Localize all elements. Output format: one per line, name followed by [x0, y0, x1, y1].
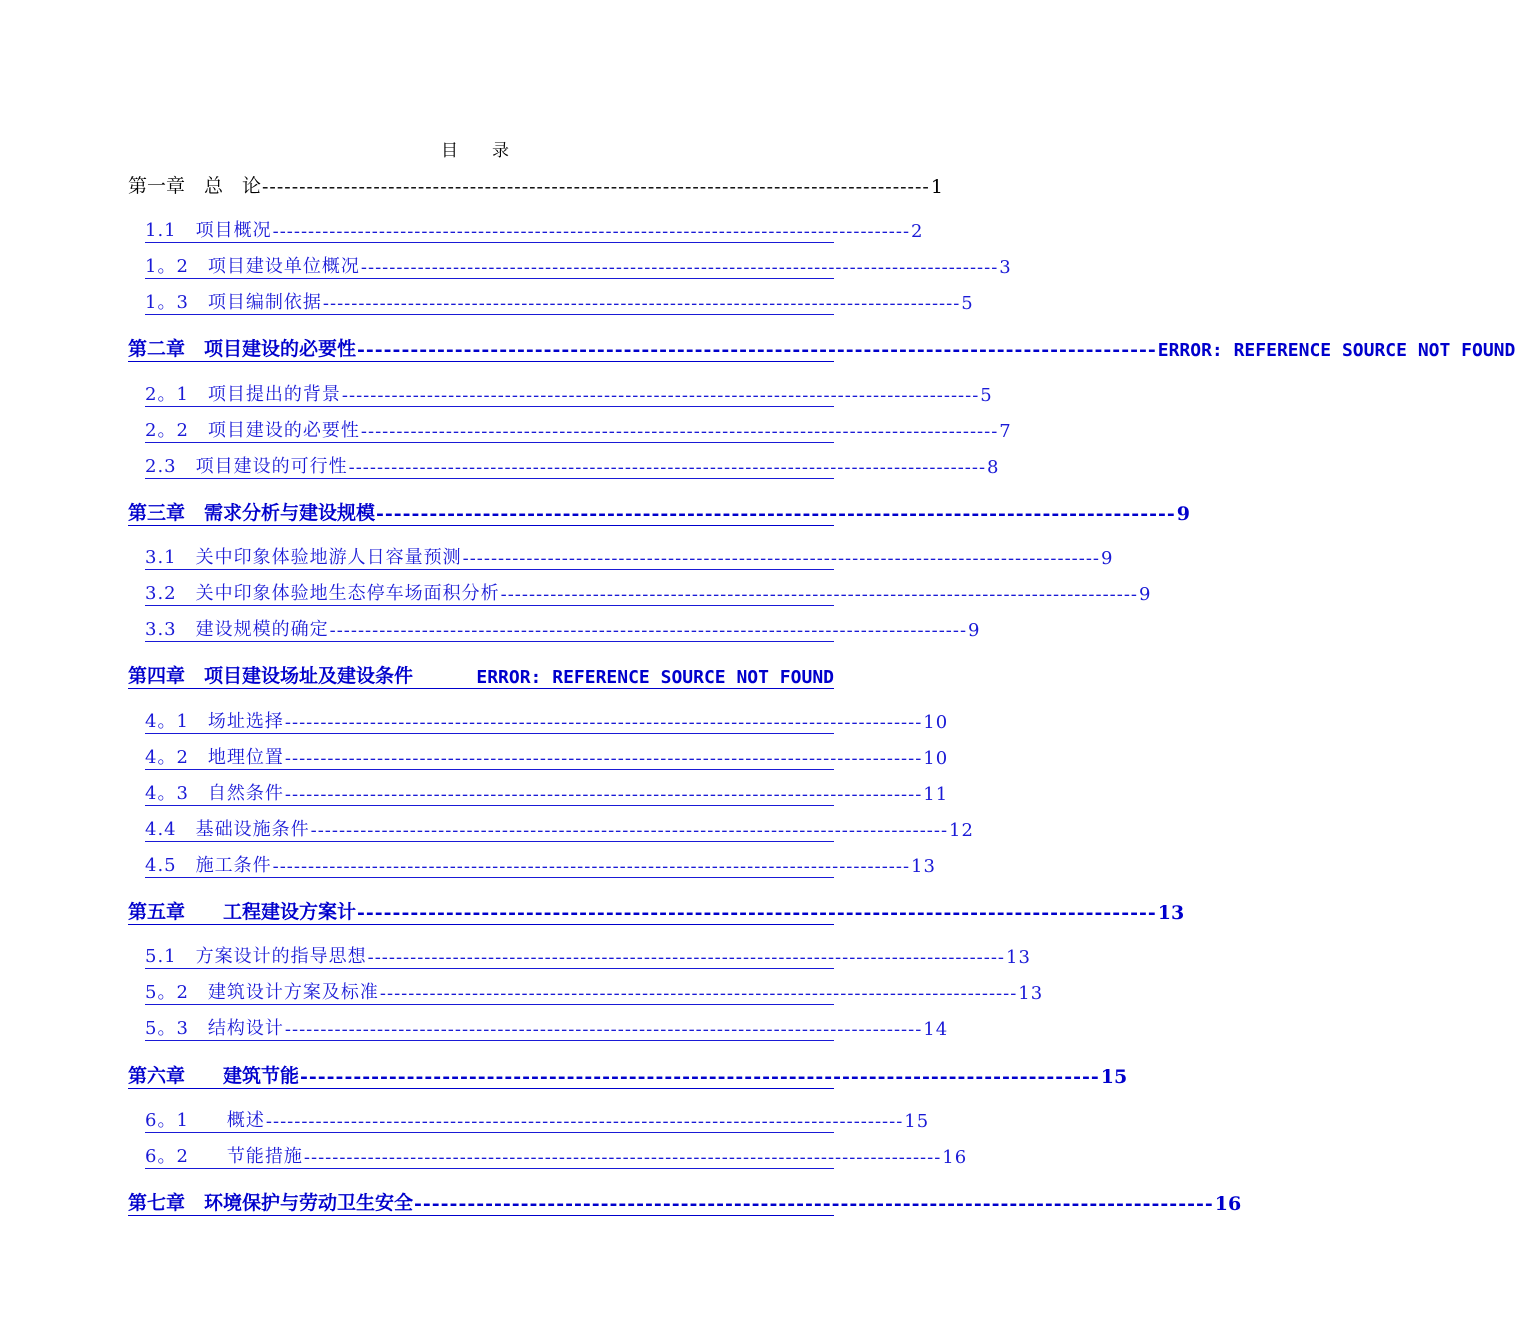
- toc-chapter-6[interactable]: [128, 1063, 1128, 1089]
- toc-section-2-3[interactable]: [145, 455, 1000, 479]
- toc-page-number: 13: [1157, 902, 1185, 924]
- toc-section-2-2[interactable]: [145, 419, 1012, 443]
- toc-leader: ------------------------------------------------------------------------------------------: [376, 503, 1176, 525]
- toc-title: 目录: [441, 141, 543, 161]
- toc-leader: ------------------------------------------------------------------------------------------: [348, 457, 987, 478]
- toc-page-number: 15: [1100, 1066, 1128, 1088]
- toc-page-number: 12: [949, 820, 974, 841]
- toc-leader: ------------------------------------------------------------------------------------------: [360, 257, 999, 278]
- toc-entry-label: 4.4 基础设施条件: [145, 819, 310, 840]
- toc-page-number: 13: [1018, 983, 1044, 1004]
- toc-leader: ------------------------------------------------------------------------------------------: [367, 947, 1006, 968]
- toc-leader: ------------------------------------------------------------------------------------------: [300, 1066, 1100, 1088]
- toc-section-3-3[interactable]: [145, 618, 981, 642]
- toc-entry-label: 第二章 项目建设的必要性: [128, 338, 357, 360]
- toc-page-number: 16: [942, 1147, 968, 1168]
- toc-leader: ------------------------------------------------------------------------------------------: [500, 584, 1139, 605]
- toc-entry-label: 2.3 项目建设的可行性: [145, 456, 348, 477]
- toc-leader: ------------------------------------------------------------------------------------------: [329, 620, 968, 641]
- toc-leader: ------------------------------------------------------------------------------------------: [357, 339, 1157, 361]
- toc-page-number: 2: [911, 221, 924, 242]
- toc-section-1-2[interactable]: [145, 255, 1012, 279]
- toc-page-number: 9: [1176, 503, 1190, 525]
- toc-entry-label: 1。3 项目编制依据: [145, 292, 322, 313]
- toc-page-number: 11: [923, 784, 949, 805]
- toc-entry-label: 1。2 项目建设单位概况: [145, 256, 360, 277]
- toc-chapter-5[interactable]: [128, 899, 1185, 925]
- toc-leader: ------------------------------------------------------------------------------------------: [357, 902, 1157, 924]
- toc-section-4-4[interactable]: [145, 818, 974, 842]
- toc-entry-label: 第七章 环境保护与劳动卫生安全: [128, 1192, 414, 1214]
- toc-chapter-2[interactable]: [128, 336, 1515, 362]
- toc-section-4-1[interactable]: [145, 710, 949, 734]
- toc-page-number: 13: [1006, 947, 1031, 968]
- toc-entry-label: 第六章 建筑节能: [128, 1065, 300, 1087]
- toc-page-number: 3: [999, 257, 1012, 278]
- toc-page-number: 10: [923, 748, 949, 769]
- toc-entry-label: 第一章 总 论: [128, 175, 262, 197]
- toc-page-number: 9: [1139, 584, 1152, 605]
- toc-chapter-4[interactable]: [128, 663, 834, 689]
- toc-section-6-2[interactable]: [145, 1145, 968, 1169]
- toc-section-5-3[interactable]: [145, 1017, 949, 1041]
- toc-leader: ------------------------------------------------------------------------------------------: [310, 820, 949, 841]
- toc-section-4-2[interactable]: [145, 746, 949, 770]
- toc-section-1-1[interactable]: [145, 219, 924, 243]
- toc-leader: ------------------------------------------------------------------------------------------: [341, 385, 980, 406]
- toc-section-4-3[interactable]: [145, 782, 949, 806]
- toc-entry-label: 第四章 项目建设场址及建设条件: [128, 665, 414, 687]
- toc-entry-label: 2。1 项目提出的背景: [145, 384, 341, 405]
- toc-entry-label: 5.1 方案设计的指导思想: [145, 946, 367, 967]
- toc-entry-label: 3.1 关中印象体验地游人日容量预测: [145, 547, 462, 568]
- toc-section-6-1[interactable]: [145, 1109, 930, 1133]
- toc-page-number: ERROR: REFERENCE SOURCE NOT FOUND: [1157, 340, 1515, 361]
- toc-page-number: ERROR: REFERENCE SOURCE NOT FOUND: [476, 667, 834, 688]
- toc-page-number: 13: [911, 856, 936, 877]
- toc-page-number: 8: [987, 457, 1000, 478]
- toc-page-number: 5: [961, 293, 974, 314]
- toc-leader: ------------------------------------------------------------------------------------------: [379, 983, 1018, 1004]
- toc-leader: ------------------------------------------------------------------------------------------: [284, 712, 923, 733]
- toc-section-1-3[interactable]: [145, 291, 974, 315]
- toc-page-number: 16: [1214, 1193, 1242, 1215]
- toc-section-5-1[interactable]: [145, 945, 1031, 969]
- toc-section-4-5[interactable]: [145, 854, 936, 878]
- toc-page-number: 7: [999, 421, 1012, 442]
- toc-page-number: 1: [930, 176, 943, 198]
- toc-leader: ------------------------------------------------------------------------------------------: [284, 748, 923, 769]
- toc-chapter-7[interactable]: [128, 1190, 1242, 1216]
- toc-entry-label: 第三章 需求分析与建设规模: [128, 502, 376, 524]
- toc-chapter-1[interactable]: [128, 172, 943, 198]
- toc-entry-label: 4。2 地理位置: [145, 747, 284, 768]
- toc-leader: ------------------------------------------------------------------------------------------: [322, 293, 961, 314]
- toc-entry-label: 4。1 场址选择: [145, 711, 284, 732]
- toc-entry-label: 2。2 项目建设的必要性: [145, 420, 360, 441]
- toc-page-number: 10: [923, 712, 949, 733]
- toc-leader: ------------------------------------------------------------------------------------------: [360, 421, 999, 442]
- toc-leader: ------------------------------------------------------------------------------------------: [284, 784, 923, 805]
- toc-entry-label: 6。1 概述: [145, 1110, 265, 1131]
- toc-page-number: 15: [904, 1111, 930, 1132]
- toc-leader: ------------------------------------------------------------------------------------------: [414, 1193, 1214, 1215]
- toc-entry-label: 3.3 建设规模的确定: [145, 619, 329, 640]
- toc-section-3-1[interactable]: [145, 546, 1114, 570]
- toc-entry-label: 4。3 自然条件: [145, 783, 284, 804]
- toc-entry-label: 第五章 工程建设方案计: [128, 901, 357, 923]
- toc-leader: ------------------------------------------------------------------------------------------: [303, 1147, 942, 1168]
- toc-page-number: 9: [968, 620, 981, 641]
- toc-entry-label: 4.5 施工条件: [145, 855, 272, 876]
- toc-entry-label: 5。2 建筑设计方案及标准: [145, 982, 379, 1003]
- toc-chapter-3[interactable]: [128, 500, 1190, 526]
- toc-section-5-2[interactable]: [145, 981, 1044, 1005]
- toc-leader: ------------------------------------------------------------------------------------------: [265, 1111, 904, 1132]
- toc-leader: ------------------------------------------------------------------------------------------: [462, 548, 1101, 569]
- toc-leader: ------------------------------------------------------------------------------------------: [272, 856, 911, 877]
- toc-entry-label: 6。2 节能措施: [145, 1146, 303, 1167]
- toc-entry-label: 3.2 关中印象体验地生态停车场面积分析: [145, 583, 500, 604]
- toc-page-number: 9: [1101, 548, 1114, 569]
- toc-entry-label: 5。3 结构设计: [145, 1018, 284, 1039]
- toc-entry-label: 1.1 项目概况: [145, 220, 272, 241]
- toc-leader: ------------------------------------------------------------------------------------------: [262, 176, 930, 198]
- toc-page-number: 5: [980, 385, 993, 406]
- toc-section-3-2[interactable]: [145, 582, 1152, 606]
- toc-page-number: 14: [923, 1019, 949, 1040]
- toc-leader: ------------------------------------------------------------------------------------------: [272, 221, 911, 242]
- toc-section-2-1[interactable]: [145, 383, 993, 407]
- toc-leader: ------------------------------------------------------------------------------------------: [284, 1019, 923, 1040]
